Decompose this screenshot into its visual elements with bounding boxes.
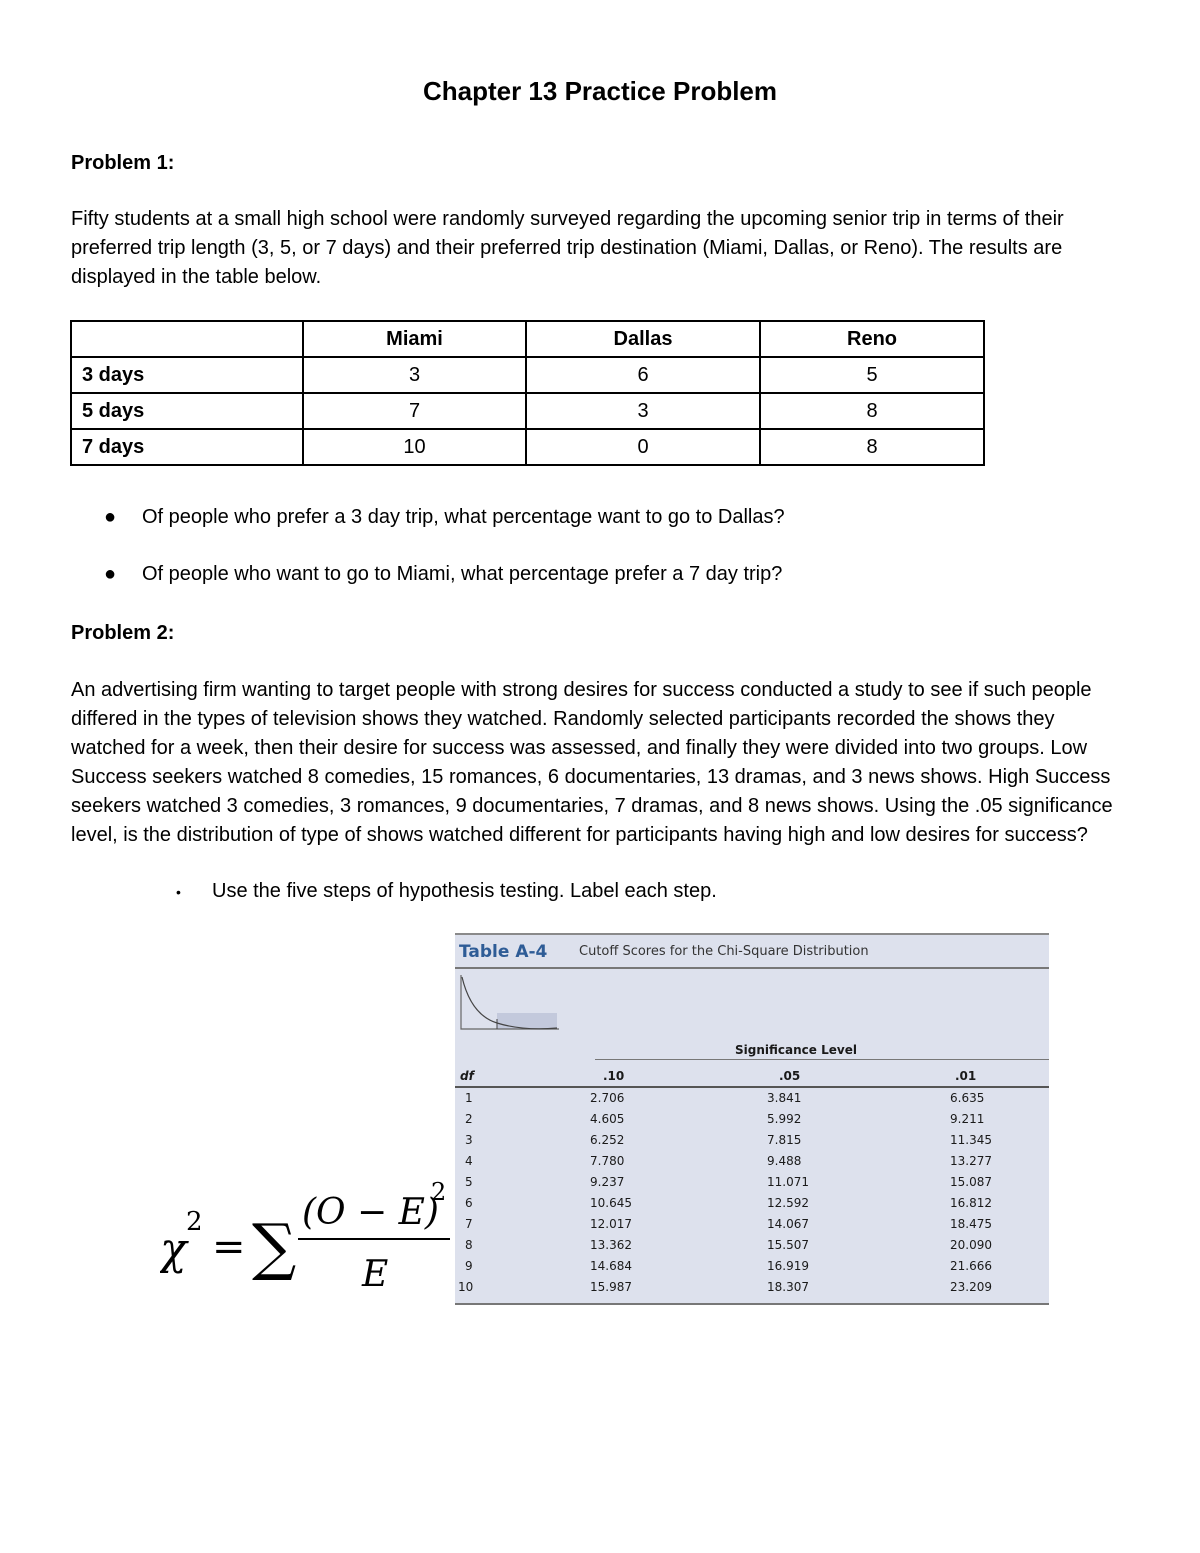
table-cell: 0 <box>526 429 760 465</box>
cutoff-cell: 11.071 <box>767 1175 809 1189</box>
df-cell: 8 <box>465 1238 473 1252</box>
significance-divider <box>595 1059 1049 1060</box>
table-header-reno: Reno <box>760 321 984 357</box>
problem-2-heading: Problem 2: <box>71 622 175 644</box>
row-label: 3 days <box>71 357 303 393</box>
question-1-text: Of people who prefer a 3 day trip, what percentage want to go to Dallas? <box>142 506 785 528</box>
table-row <box>71 429 984 465</box>
cutoff-cell: 14.684 <box>590 1259 632 1273</box>
df-cell: 3 <box>465 1133 473 1147</box>
row-label: 5 days <box>71 393 303 429</box>
header-divider <box>455 1086 1049 1088</box>
row-label: 7 days <box>71 429 303 465</box>
cutoff-cell: 16.919 <box>767 1259 809 1273</box>
df-cell: 6 <box>465 1196 473 1210</box>
bullet-icon: • <box>176 883 181 900</box>
bullet-icon: ● <box>104 563 117 585</box>
question-1 <box>104 506 785 529</box>
formula-denominator: E <box>362 1254 389 1295</box>
table-cell: 8 <box>760 393 984 429</box>
cutoff-cell: 18.307 <box>767 1280 809 1294</box>
chi-table-title-bar <box>455 935 1049 969</box>
cutoff-cell: 10.645 <box>590 1196 632 1210</box>
table-row <box>71 357 984 393</box>
table-cell: 3 <box>526 393 760 429</box>
chi-table-label: Table A-4 <box>459 942 548 962</box>
cutoff-cell: 18.475 <box>950 1217 992 1231</box>
cutoff-cell: 15.987 <box>590 1280 632 1294</box>
chi-square-formula <box>160 1172 455 1297</box>
cutoff-cell: 11.345 <box>950 1133 992 1147</box>
cutoff-cell: 16.812 <box>950 1196 992 1210</box>
cutoff-cell: 6.252 <box>590 1133 625 1147</box>
header-005: .05 <box>779 1069 801 1083</box>
table-cell: 8 <box>760 429 984 465</box>
problem-1-heading: Problem 1: <box>71 152 175 174</box>
cutoff-cell: 2.706 <box>590 1091 625 1105</box>
cutoff-cell: 13.362 <box>590 1238 632 1252</box>
trip-preference-table <box>70 320 985 466</box>
table-header-miami: Miami <box>303 321 526 357</box>
cutoff-cell: 23.209 <box>950 1280 992 1294</box>
cutoff-cell: 9.211 <box>950 1112 985 1126</box>
chi-table-caption: Cutoff Scores for the Chi-Square Distribution <box>579 944 869 959</box>
table-row <box>71 393 984 429</box>
instruction-text: Use the five steps of hypothesis testing. Label each step. <box>212 880 717 902</box>
cutoff-cell: 20.090 <box>950 1238 992 1252</box>
cutoff-cell: 7.815 <box>767 1133 802 1147</box>
question-2-text: Of people who want to go to Miami, what percentage prefer a 7 day trip? <box>142 563 783 585</box>
table-cell: 7 <box>303 393 526 429</box>
problem-2-text: An advertising firm wanting to target people with strong desires for success conducted a study to see if such people differed in the types of television shows they watched. Randomly selected participants recorded the shows they watched for a week, then their desire for success was assessed, and finally they were divided into two groups. Low Success seekers watched 8 comedies, 15 romances, 6 documentaries, 13 dramas, and 3 news shows. High Success seekers watched 3 comedies, 3 romances, 9 documentaries, 7 dramas, and 8 news shows. Using the .05 significance level, is the distribution of type of shows watched different for participants having high and low desires for success? <box>71 679 1113 846</box>
page-title: Chapter 13 Practice Problem <box>422 76 778 106</box>
cutoff-cell: 9.488 <box>767 1154 802 1168</box>
formula-chi: χ <box>160 1224 187 1275</box>
cutoff-cell: 7.780 <box>590 1154 625 1168</box>
formula-sigma: ∑ <box>252 1210 297 1283</box>
formula-numerator: (O − E) <box>302 1192 439 1233</box>
df-cell: 7 <box>465 1217 473 1231</box>
problem-1-text: Fifty students at a small high school were randomly surveyed regarding the upcoming senior trip in terms of their preferred trip length (3, 5, or 7 days) and their preferred trip destination (Miami, Dallas, or Reno). The results are displayed in the table below. <box>71 208 1064 288</box>
cutoff-cell: 15.087 <box>950 1175 992 1189</box>
cutoff-cell: 6.635 <box>950 1091 985 1105</box>
formula-equals: = <box>212 1224 246 1270</box>
cutoff-cell: 13.277 <box>950 1154 992 1168</box>
question-2 <box>104 563 782 586</box>
cutoff-cell: 3.841 <box>767 1091 802 1105</box>
formula-numerator-exponent: 2 <box>431 1178 447 1206</box>
cutoff-cell: 14.067 <box>767 1217 809 1231</box>
table-cell: 5 <box>760 357 984 393</box>
df-cell: 1 <box>465 1091 473 1105</box>
df-cell: 10 <box>458 1280 474 1294</box>
df-cell: 5 <box>465 1175 473 1189</box>
header-df: df <box>460 1069 474 1083</box>
chi-square-table <box>455 933 1049 1305</box>
cutoff-cell: 9.237 <box>590 1175 625 1189</box>
cutoff-cell: 4.605 <box>590 1112 625 1126</box>
table-header-dallas: Dallas <box>526 321 760 357</box>
df-cell: 2 <box>465 1112 473 1126</box>
bullet-icon: ● <box>104 506 117 528</box>
instruction <box>176 880 717 903</box>
significance-level-label: Significance Level <box>735 1043 857 1057</box>
cutoff-cell: 12.592 <box>767 1196 809 1210</box>
header-001: .01 <box>955 1069 977 1083</box>
table-cell: 3 <box>303 357 526 393</box>
cutoff-cell: 21.666 <box>950 1259 992 1273</box>
formula-chi-exponent: 2 <box>186 1207 203 1237</box>
table-cell: 10 <box>303 429 526 465</box>
df-cell: 4 <box>465 1154 473 1168</box>
table-cell: 6 <box>526 357 760 393</box>
table-header-row <box>71 321 984 357</box>
cutoff-cell: 12.017 <box>590 1217 632 1231</box>
df-cell: 9 <box>465 1259 473 1273</box>
cutoff-cell: 5.992 <box>767 1112 802 1126</box>
table-header-empty <box>71 321 303 357</box>
distribution-curve-icon <box>457 975 561 1033</box>
header-010: .10 <box>603 1069 625 1083</box>
cutoff-cell: 15.507 <box>767 1238 809 1252</box>
